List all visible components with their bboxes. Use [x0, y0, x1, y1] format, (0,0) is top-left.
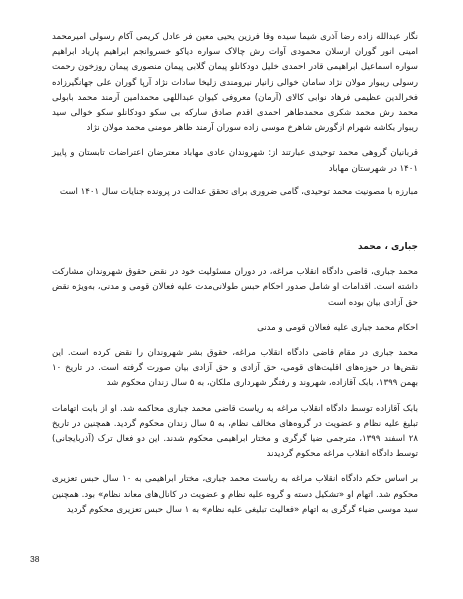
page-number: 38 [30, 554, 40, 564]
case-paragraph-1: محمد جباری در مقام قاضی دادگاه انقلاب مراغه، حقوق بشر شهروندان را نقض کرده است. این نقض‌ها در حوزه‌های اقلیت‌های قومی، حق آزادی و حق آزادی بیان صورت گرفته است. در تاریخ ۱۰ بهمن ۱۳۹۹، بابک آقازاده، شهروند و رفتگر شهرداری ملکان، به ۵ سال زندان محکوم شد [52, 348, 418, 389]
immunity-paragraph: مبارزه با مصونیت محمد توحیدی، گامی ضروری برای تحقق عدالت در پرونده جنایات سال ۱۴۰۱ است [59, 186, 418, 197]
section-heading: جباری ، محمد [358, 242, 418, 253]
case-paragraph-3: بر اساس حکم دادگاه انقلاب مراغه به ریاست محمد جباری، مختار ابراهیمی به ۱۰ سال حبس تعزیری محکوم شد. اتهام او «تشکیل دسته و گروه علیه نظام و عضویت در کانال‌های معاند نظام» بود. همچنین سید موسی ضیاء گرگری به اتهام «فعالیت تبلیغی علیه نظام» به ۱ سال حبس تعزیری محکوم گردید [52, 474, 418, 515]
subheading: احکام محمد جباری علیه فعالان قومی و مدنی [257, 322, 418, 333]
case-paragraph-2: بابک آقازاده توسط دادگاه انقلاب مراغه به ریاست قاضی محمد جباری محاکمه شد. او از بابت اتهامات تبلیغ علیه نظام و عضویت در گروه‌های مخالف نظام، به ۵ سال زندان محکوم گردید. همچنین در تاریخ ۲۸ اسفند ۱۳۹۹، مترجمی ضیا گرگری و مختار ابراهیمی محکوم شدند. این دو فعال ترک (آذربایجانی) توسط دادگاه انقلاب مراغه محکوم گردیدند [52, 403, 418, 460]
intro-paragraph: محمد جباری، قاضی دادگاه انقلاب مراغه، در دوران مسئولیت خود در نقض حقوق شهروندان مشارکت داشته است. اقدامات او شامل صدور احکام حبس طولانی‌مدت علیه فعالان قومی و مدنی، به‌ویژه نقض حق آزادی بیان بوده است [52, 267, 418, 308]
names-paragraph: نگار عبدالله زاده رضا آذری شیما سیده وفا فرزین یحیی معین فر عادل کریمی آکام رسولی امیرمحمد امینی انور گوران ارسلان محمودی آوات رش چالاک سواره دیاکو خسروانجم ابراهیم پاریاد ابراهیم سواره اسماعیل ابراهیمی قادر احمدی خلیل دودکانلو پیمان گلابی پیمان منصوری پیمان روزخون رحمت رسولی ریبوار مولان نژاد سامان خوالی زانیار نیرومندی زلیخا سادات نژاد آرپا گوران علی جهانگیرزاده فخرالدین عظیمی فرهاد نوابی کالای (آرمان) معروفی کیوان عبداللهی محمدامین آرمند محمد بابولی محمد رش محمد شکری محمدطاهر احمدی اقدم صادق سارکه بی سکو دودکانلو سکو خوالی سید ریبوار بکاشه شهرام ازگورش شاهرخ موسی زاده سوران آرمند ظاهر مومنی محمد مولان نژاد [52, 32, 418, 134]
document-body [52, 30, 418, 518]
victims-paragraph: قربانیان گروهی محمد توحیدی عبارتند از: شهروندان عادی مهاباد معترضان اعتراضات تابستان و پاییز ۱۴۰۱ در شهرستان مهاباد [52, 148, 418, 174]
